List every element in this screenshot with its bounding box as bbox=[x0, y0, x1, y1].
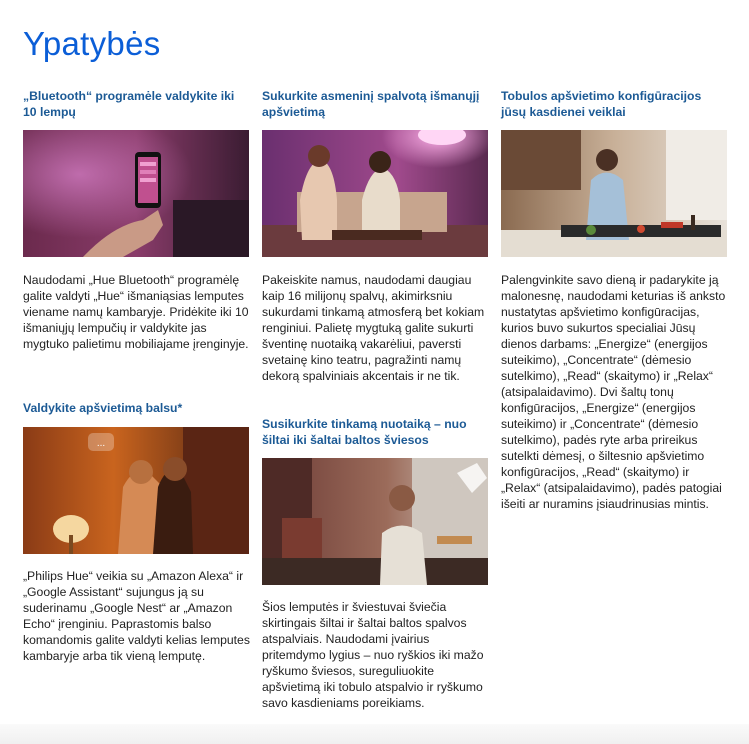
feature-text: Naudodami „Hue Bluetooth“ programėlę galite valdyti „Hue“ išmaniąsias lemputes viename namų kambaryje. Pridėkite iki 10 išmaniųjų lempučių ir valdykite jas mygtuko palietimu mobiliajame įrenginyje. bbox=[23, 273, 249, 351]
feature-title: Valdykite apšvietimą balsu* bbox=[23, 401, 183, 415]
voice-control-photo bbox=[23, 427, 249, 554]
feature-title: „Bluetooth“ programėle valdykite iki 10 lempų bbox=[23, 89, 235, 119]
feature-column-1-text bbox=[23, 272, 251, 352]
feature-column-1b-text bbox=[23, 568, 251, 664]
page-title: Ypatybės bbox=[23, 25, 161, 62]
feature-title: Sukurkite asmeninį spalvotą išmanųjį apšvietimą bbox=[262, 89, 480, 119]
kitchen-photo bbox=[501, 130, 727, 257]
feature-column-2b-text bbox=[262, 599, 490, 711]
feature-column-1b bbox=[23, 400, 251, 416]
white-ambiance-photo bbox=[262, 458, 488, 585]
feature-column-1 bbox=[23, 88, 251, 120]
phone-app-photo bbox=[23, 130, 249, 257]
feature-column-3 bbox=[501, 88, 729, 120]
feature-text: „Philips Hue“ veikia su „Amazon Alexa“ ir „Google Assistant“ sujungus ją su suderinamu „Google Nest“ ar „Amazon Echo“ įrenginiu. Paprastomis balso komandomis galite valdyti kelias lemputes kambaryje arba tik vieną lemputę. bbox=[23, 569, 250, 663]
overlay-dots: ... bbox=[96, 438, 106, 449]
feature-title: Tobulos apšvietimo konfigūracijos jūsų kasdienei veiklai bbox=[501, 89, 702, 119]
feature-text: Šios lemputės ir šviestuvai šviečia skirtingais šiltai ir šaltai baltos spalvos atspalviais. Naudodami įvairius pritemdymo lygius – nuo ryškios iki mažo ryškumo šviesos, sureguliuokite apšvietimą iki tobulo atspalvio ir ryškumo savo kasdieniams poreikiams. bbox=[262, 600, 484, 710]
feature-text: Palengvinkite savo dieną ir padarykite ją malonesnę, naudodami keturias iš anksto nustatytas apšvietimo konfigūracijas, kurios buvo sukurtos specialiai Jūsų dienos darbams: „Energize“ (energijos suteikimo), „Concentrate“ (dėmesio sutelkimo), „Read“ (skaitymo) ir „Relax“ (atsipalaidavimo). Dvi šaltų tonų konfigūracijos, „Energize“ (energijos suteikimo) ir „Concentrate“ (dėmesio sutelkimo), padės ryte arba prireikus sutelkti dėmesį, o šiltesnio apšvietimo konfigūracijos, „Read“ (skaitymo) ir „Relax“ (atsipalaidavimo), padės patogiai išeiti ar nuramins įsiaudrinusias mintis. bbox=[501, 273, 726, 511]
feature-text: Pakeiskite namus, naudodami daugiau kaip 16 milijonų spalvų, akimirksniu sukurdami tinkamą atmosferą bet kokiam renginiui. Palietę mygtuką galite sukurti šventinę nuotaiką vakarėliui, paversti svetainę kino teatru, pagražinti namų dekorą spalviniais akcentais ir ne tik. bbox=[262, 273, 485, 383]
feature-column-3-text bbox=[501, 272, 729, 512]
feature-column-2b bbox=[262, 416, 490, 448]
colored-lights-photo bbox=[262, 130, 488, 257]
bottom-bar bbox=[0, 724, 749, 744]
feature-title: Susikurkite tinkamą nuotaiką – nuo šiltai iki šaltai baltos šviesos bbox=[262, 417, 467, 447]
feature-column-2 bbox=[262, 88, 490, 120]
feature-column-2-text bbox=[262, 272, 490, 384]
